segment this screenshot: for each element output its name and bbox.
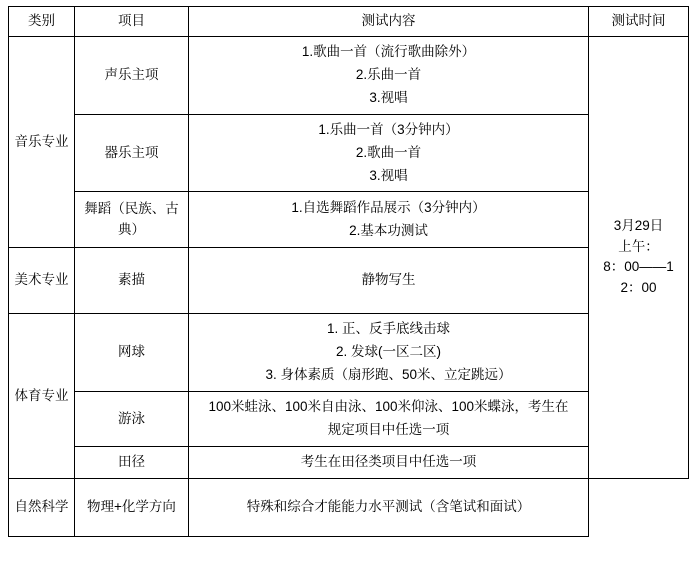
content-line: 3.视唱 <box>369 89 408 105</box>
category-cell-art: 美术专业 <box>9 248 75 314</box>
time-line: 上午： <box>618 238 659 254</box>
table-row <box>9 192 689 248</box>
content-cell-dance <box>189 192 589 248</box>
content-line: 1.歌曲一首（流行歌曲除外） <box>301 43 476 59</box>
table-row <box>9 314 689 392</box>
item-cell-vocal: 声乐主项 <box>75 36 189 114</box>
item-cell-dance: 舞蹈（民族、古典） <box>75 192 189 248</box>
category-cell-pe: 体育专业 <box>9 314 75 479</box>
header-time: 测试时间 <box>589 7 689 37</box>
table-row <box>9 392 689 447</box>
table-row <box>9 36 689 114</box>
content-cell-sketch <box>189 248 589 314</box>
content-line: 1.自选舞蹈作品展示（3分钟内） <box>291 200 486 216</box>
item-cell-track: 田径 <box>75 447 189 479</box>
header-content: 测试内容 <box>189 7 589 37</box>
header-category: 类别 <box>9 7 75 37</box>
content-line: 特殊和综合才能能力水平测试（含笔试和面试） <box>246 499 531 515</box>
header-item: 项目 <box>75 7 189 37</box>
time-line: 3月29日 <box>613 217 664 233</box>
table-row <box>9 248 689 314</box>
content-cell-track <box>189 447 589 479</box>
table-row <box>9 447 689 479</box>
content-line: 2.歌曲一首 <box>355 144 422 160</box>
content-cell-vocal <box>189 36 589 114</box>
content-line: 2.乐曲一首 <box>355 66 422 82</box>
content-line: 2. 发球(一区二区) <box>335 344 441 360</box>
time-cell <box>589 36 689 478</box>
item-cell-instrumental: 器乐主项 <box>75 114 189 192</box>
time-line: 8：00——1 <box>603 259 674 275</box>
content-line: 1. 正、反手底线击球 <box>326 321 450 337</box>
content-cell-tennis <box>189 314 589 392</box>
item-cell-swimming: 游泳 <box>75 392 189 447</box>
content-cell-swimming <box>189 392 589 447</box>
content-cell-science <box>189 478 589 536</box>
content-line: 1.乐曲一首（3分钟内） <box>318 121 459 137</box>
exam-schedule-table <box>8 6 689 537</box>
item-cell-tennis: 网球 <box>75 314 189 392</box>
item-cell-physics-chemistry: 物理+化学方向 <box>75 478 189 536</box>
item-cell-sketch: 素描 <box>75 248 189 314</box>
content-line: 静物写生 <box>361 272 416 288</box>
table-row <box>9 478 689 536</box>
content-line: 考生在田径类项目中任选一项 <box>300 454 477 470</box>
content-line: 100米蛙泳、100米自由泳、100米仰泳、100米蝶泳，考生在 <box>208 399 569 415</box>
content-line: 3. 身体素质（扇形跑、50米、立定跳远） <box>265 367 512 383</box>
category-cell-music: 音乐专业 <box>9 36 75 248</box>
content-line: 3.视唱 <box>369 167 408 183</box>
table-row <box>9 114 689 192</box>
exam-schedule-sheet <box>0 6 700 584</box>
time-line: 2：00 <box>620 280 657 296</box>
content-line: 规定项目中任选一项 <box>327 422 450 438</box>
table-header-row <box>9 7 689 37</box>
content-cell-instrumental <box>189 114 589 192</box>
content-line: 2.基本功测试 <box>349 222 428 238</box>
category-cell-science: 自然科学 <box>9 478 75 536</box>
